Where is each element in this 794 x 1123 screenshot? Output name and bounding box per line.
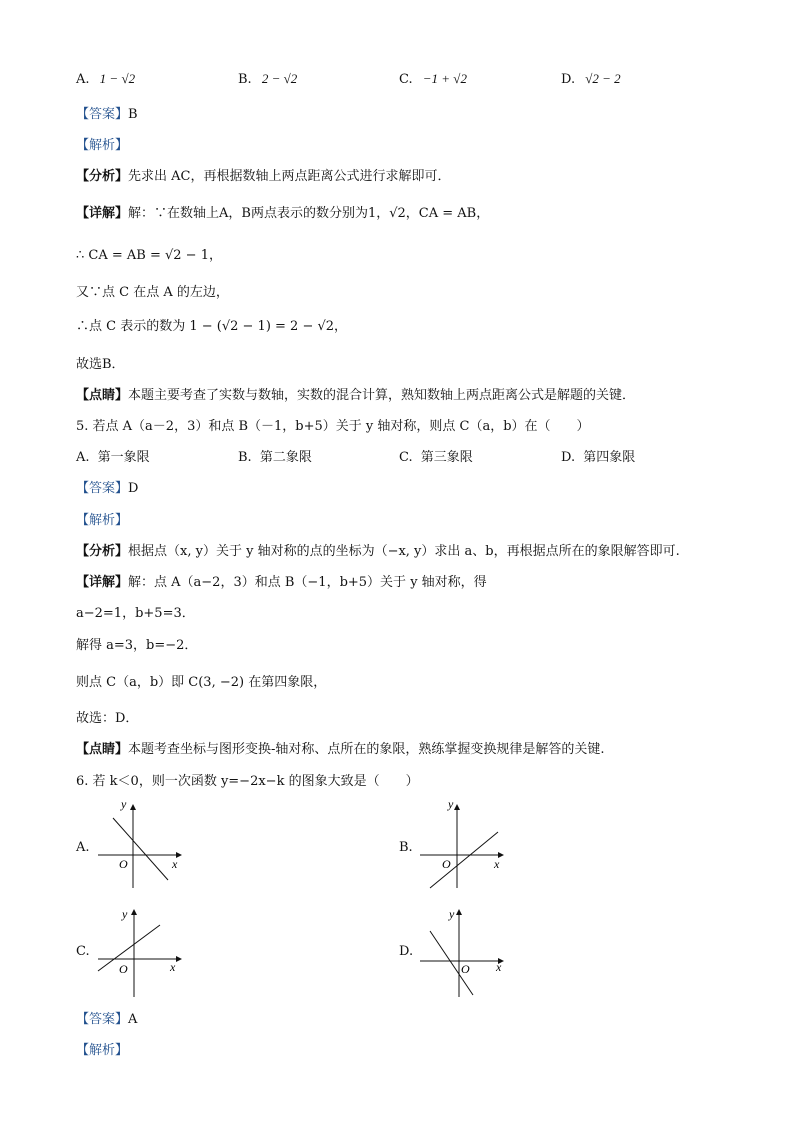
graph-label-a: A.	[76, 840, 90, 855]
x-label: x	[496, 960, 502, 974]
x-label: x	[170, 960, 176, 974]
function-line	[98, 925, 160, 971]
q4-option-c	[399, 70, 467, 89]
option-text: 2 − √2	[261, 71, 298, 86]
option-text: −1 + √2	[422, 71, 467, 86]
q5-dianjing	[76, 741, 605, 759]
q5-option-b	[238, 449, 312, 467]
graph-b	[410, 800, 510, 890]
q5-option-d	[561, 449, 635, 467]
answer-tag: 【答案】	[76, 107, 129, 122]
y-label: y	[121, 800, 127, 811]
y-arrow	[456, 909, 462, 915]
q5-xiangjie	[76, 574, 487, 592]
x-arrow	[176, 956, 182, 962]
origin-label: O	[442, 857, 451, 871]
option-text: 1 − √2	[99, 71, 136, 86]
q6-question: 6. 若 k＜0，则一次函数 y=−2x−k 的图象大致是（ ）	[76, 774, 419, 789]
analysis-tag: 【解析】	[76, 513, 129, 528]
option-letter: B.	[238, 72, 252, 87]
origin-label: O	[119, 962, 128, 976]
fenxi-text: 先求出 AC，再根据数轴上两点距离公式进行求解即可．	[128, 169, 451, 184]
answer-tag: 【答案】	[76, 1012, 129, 1027]
y-arrow	[131, 909, 137, 915]
option-text: 第三象限	[420, 450, 473, 465]
q5-step2: 解得 a=3，b=−2．	[76, 638, 198, 653]
q4-option-b	[238, 70, 297, 89]
q5-fenxi	[76, 543, 680, 561]
option-text: 第二象限	[259, 450, 312, 465]
q4-option-a	[76, 70, 135, 89]
x-label: x	[172, 857, 178, 871]
q4-step4: 故选B．	[76, 357, 125, 372]
q5-option-a	[76, 449, 150, 467]
y-arrow	[130, 804, 136, 810]
q5-option-c	[399, 449, 473, 467]
y-label: y	[449, 907, 455, 921]
option-letter: A.	[76, 450, 90, 465]
option-letter: D.	[561, 450, 576, 465]
answer-value: A	[128, 1012, 138, 1027]
answer-tag: 【答案】	[76, 481, 129, 496]
dianjing-tag: 【点睛】	[76, 742, 129, 757]
analysis-tag: 【解析】	[76, 1043, 129, 1058]
dianjing-text: 本题考查坐标与图形变换-轴对称、点所在的象限，熟练掌握变换规律是解答的关键.	[128, 742, 605, 757]
q4-answer	[76, 106, 138, 124]
xiangjie-text: 解：点 A（a−2，3）和点 B（−1，b+5）关于 y 轴对称，得	[128, 575, 487, 590]
option-letter: C.	[399, 72, 413, 87]
function-line	[430, 832, 498, 888]
q4-step1: ∴ CA = AB = √2 − 1，	[76, 248, 222, 263]
q6-analysis-tag	[76, 1042, 128, 1060]
fenxi-tag: 【分析】	[76, 169, 129, 184]
answer-value: B	[128, 107, 138, 122]
y-label: y	[448, 800, 454, 811]
q4-step3: ∴点 C 表示的数为 1 − (√2 − 1) = 2 − √2，	[76, 319, 348, 334]
q4-fenxi	[76, 168, 450, 186]
xiangjie-text: 解：∵在数轴上A，B两点表示的数分别为1，√2，CA = AB，	[128, 206, 490, 221]
graph-d	[410, 905, 510, 1000]
q4-step2: 又∵点 C 在点 A 的左边，	[76, 285, 229, 300]
q4-xiangjie	[76, 205, 489, 223]
q5-step1: a−2=1，b+5=3．	[76, 606, 195, 621]
dianjing-text: 本题主要考查了实数与数轴，实数的混合计算，熟知数轴上两点距离公式是解题的关键．	[128, 388, 636, 403]
answer-value: D	[128, 481, 139, 496]
q4-option-d	[561, 70, 621, 89]
q5-question: 5. 若点 A（a－2，3）和点 B（－1，b+5）关于 y 轴对称，则点 C（a，b）在（ ）	[76, 419, 590, 434]
q4-dianjing	[76, 387, 635, 405]
graph-c	[88, 905, 188, 1000]
xiangjie-tag: 【详解】	[76, 206, 129, 221]
fenxi-text: 根据点（x, y）关于 y 轴对称的点的坐标为（−x, y）求出 a、b，再根据点所在的象限解答即可.	[128, 544, 680, 559]
q5-step4: 故选：D．	[76, 711, 139, 726]
option-letter: C.	[399, 450, 413, 465]
q5-answer	[76, 480, 138, 498]
y-arrow	[454, 804, 460, 810]
origin-label: O	[461, 962, 470, 976]
analysis-tag: 【解析】	[76, 138, 129, 153]
option-text: √2 − 2	[585, 71, 621, 86]
graph-a	[88, 800, 188, 890]
option-text: 第一象限	[97, 450, 150, 465]
q5-step3: 则点 C（a，b）即 C(3, −2) 在第四象限，	[76, 675, 327, 690]
option-letter: D.	[561, 72, 576, 87]
graph-label-b: B.	[399, 840, 413, 855]
option-letter: A.	[76, 72, 90, 87]
x-label: x	[494, 857, 500, 871]
q6-answer	[76, 1011, 137, 1029]
fenxi-tag: 【分析】	[76, 544, 129, 559]
graph-label-c: C.	[76, 944, 90, 959]
xiangjie-tag: 【详解】	[76, 575, 129, 590]
option-text: 第四象限	[583, 450, 636, 465]
q4-analysis-tag	[76, 137, 128, 155]
q5-analysis-tag	[76, 512, 128, 530]
graph-label-d: D.	[399, 944, 414, 959]
y-label: y	[122, 907, 128, 921]
dianjing-tag: 【点睛】	[76, 388, 129, 403]
option-letter: B.	[238, 450, 252, 465]
origin-label: O	[119, 857, 128, 871]
